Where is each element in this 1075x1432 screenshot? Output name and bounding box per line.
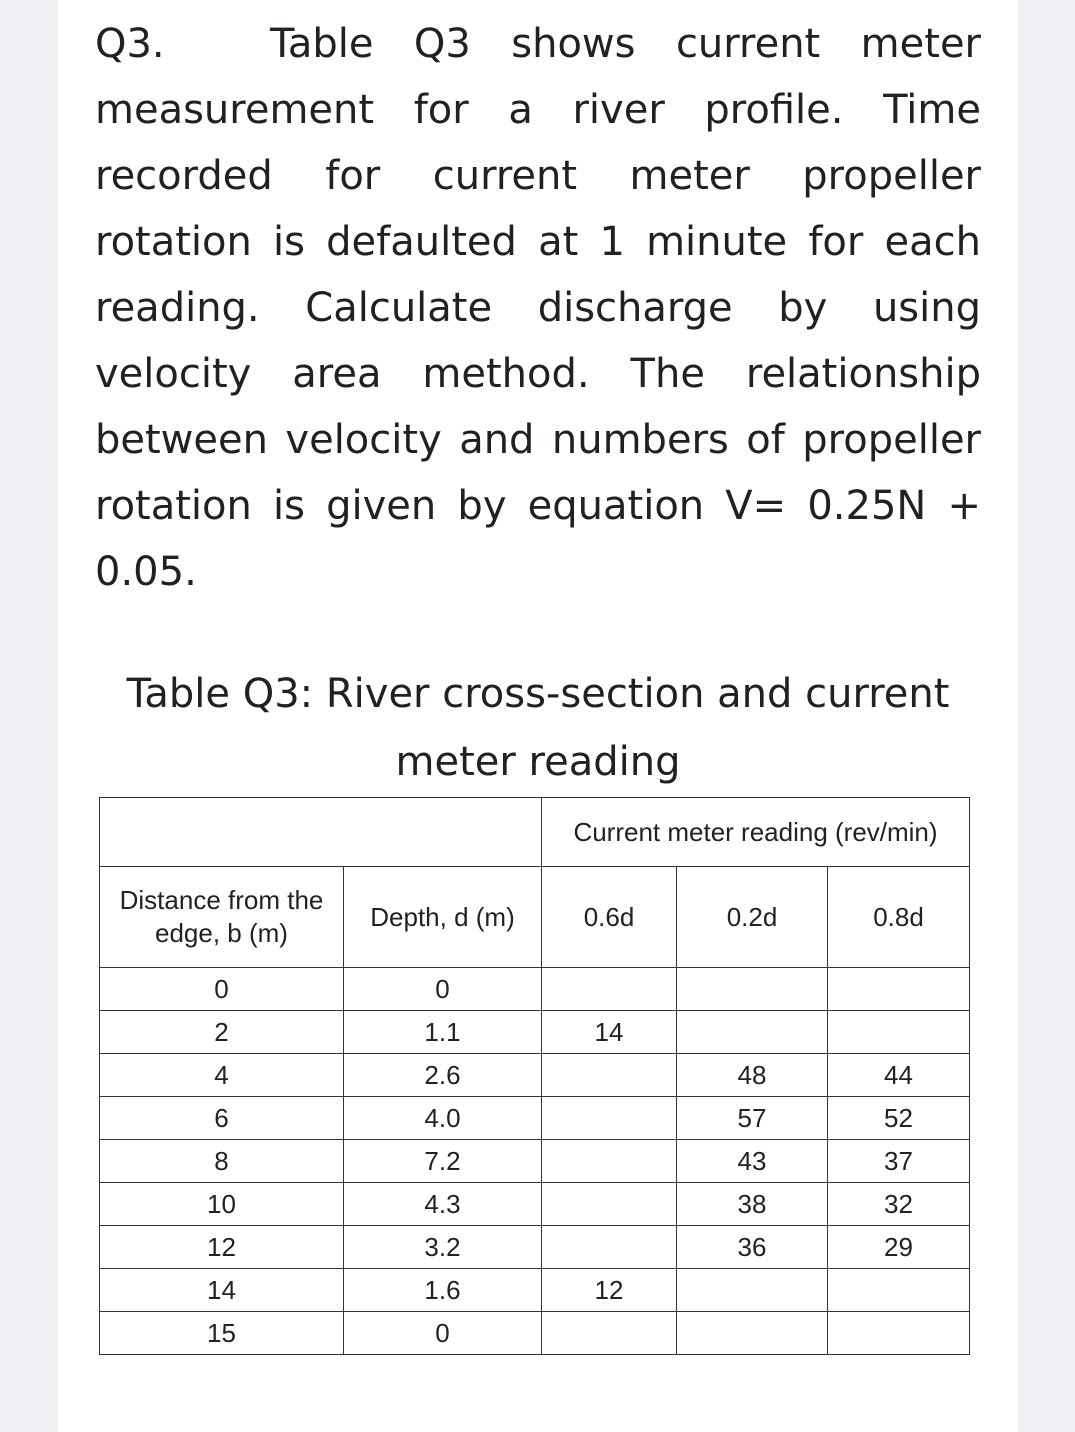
table-row xyxy=(100,1269,970,1312)
document-page xyxy=(58,0,1018,1432)
distance-cell: 14 xyxy=(100,1269,344,1312)
reading-0-2d-cell xyxy=(677,1269,828,1312)
depth-cell: 1.1 xyxy=(344,1011,542,1054)
table-row xyxy=(100,1054,970,1097)
table-subheader-row xyxy=(100,867,970,968)
question-body: Table Q3 shows current meter measurement for a river profile. Time recorded for current meter propeller rotation is defaulted at 1 minute for each reading. Calculate discharge by using velocity area method. The relationship between velocity and numbers of propeller rotation is given by equation V= 0.25N + 0.05. xyxy=(95,21,981,595)
reading-0-6d-cell: 14 xyxy=(542,1011,677,1054)
table-caption: Table Q3: River cross-section and current meter reading xyxy=(126,671,950,785)
reading-0-8d-cell: 37 xyxy=(828,1140,970,1183)
distance-cell: 12 xyxy=(100,1226,344,1269)
question-label: Q3. xyxy=(95,21,165,67)
reading-0-8d-cell: 52 xyxy=(828,1097,970,1140)
table-row xyxy=(100,968,970,1011)
reading-0-8d-cell xyxy=(828,1312,970,1355)
reading-0-8d-cell xyxy=(828,968,970,1011)
header-0-8d: 0.8d xyxy=(828,867,970,968)
depth-cell: 0 xyxy=(344,1312,542,1355)
distance-cell: 6 xyxy=(100,1097,344,1140)
reading-0-6d-cell xyxy=(542,1183,677,1226)
reading-0-6d-cell: 12 xyxy=(542,1269,677,1312)
distance-cell: 15 xyxy=(100,1312,344,1355)
reading-0-2d-cell: 43 xyxy=(677,1140,828,1183)
table-header-row xyxy=(100,798,970,867)
header-blank-cell xyxy=(100,798,542,867)
reading-0-6d-cell xyxy=(542,1140,677,1183)
reading-0-2d-cell xyxy=(677,1312,828,1355)
reading-0-2d-cell: 57 xyxy=(677,1097,828,1140)
header-distance: Distance from the edge, b (m) xyxy=(100,867,344,968)
reading-0-8d-cell xyxy=(828,1011,970,1054)
reading-0-6d-cell xyxy=(542,1097,677,1140)
depth-cell: 4.0 xyxy=(344,1097,542,1140)
reading-0-2d-cell: 38 xyxy=(677,1183,828,1226)
reading-0-8d-cell: 32 xyxy=(828,1183,970,1226)
reading-0-2d-cell: 36 xyxy=(677,1226,828,1269)
reading-0-2d-cell xyxy=(677,1011,828,1054)
distance-cell: 4 xyxy=(100,1054,344,1097)
reading-0-8d-cell: 44 xyxy=(828,1054,970,1097)
reading-0-2d-cell xyxy=(677,968,828,1011)
table-row xyxy=(100,1097,970,1140)
reading-0-8d-cell xyxy=(828,1269,970,1312)
depth-cell: 1.6 xyxy=(344,1269,542,1312)
reading-0-8d-cell: 29 xyxy=(828,1226,970,1269)
depth-cell: 7.2 xyxy=(344,1140,542,1183)
header-depth: Depth, d (m) xyxy=(344,867,542,968)
reading-0-6d-cell xyxy=(542,1054,677,1097)
table-row xyxy=(100,1312,970,1355)
current-meter-table xyxy=(99,797,970,1355)
distance-cell: 8 xyxy=(100,1140,344,1183)
depth-cell: 3.2 xyxy=(344,1226,542,1269)
depth-cell: 0 xyxy=(344,968,542,1011)
distance-cell: 0 xyxy=(100,968,344,1011)
distance-cell: 2 xyxy=(100,1011,344,1054)
header-0-2d: 0.2d xyxy=(677,867,828,968)
question-text xyxy=(95,11,981,605)
table-row xyxy=(100,1226,970,1269)
depth-cell: 4.3 xyxy=(344,1183,542,1226)
distance-cell: 10 xyxy=(100,1183,344,1226)
header-0-6d: 0.6d xyxy=(542,867,677,968)
depth-cell: 2.6 xyxy=(344,1054,542,1097)
reading-0-6d-cell xyxy=(542,1226,677,1269)
table-row xyxy=(100,1140,970,1183)
reading-0-6d-cell xyxy=(542,1312,677,1355)
header-current-meter-reading: Current meter reading (rev/min) xyxy=(542,798,970,867)
reading-0-6d-cell xyxy=(542,968,677,1011)
table-row xyxy=(100,1183,970,1226)
reading-0-2d-cell: 48 xyxy=(677,1054,828,1097)
table-row xyxy=(100,1011,970,1054)
